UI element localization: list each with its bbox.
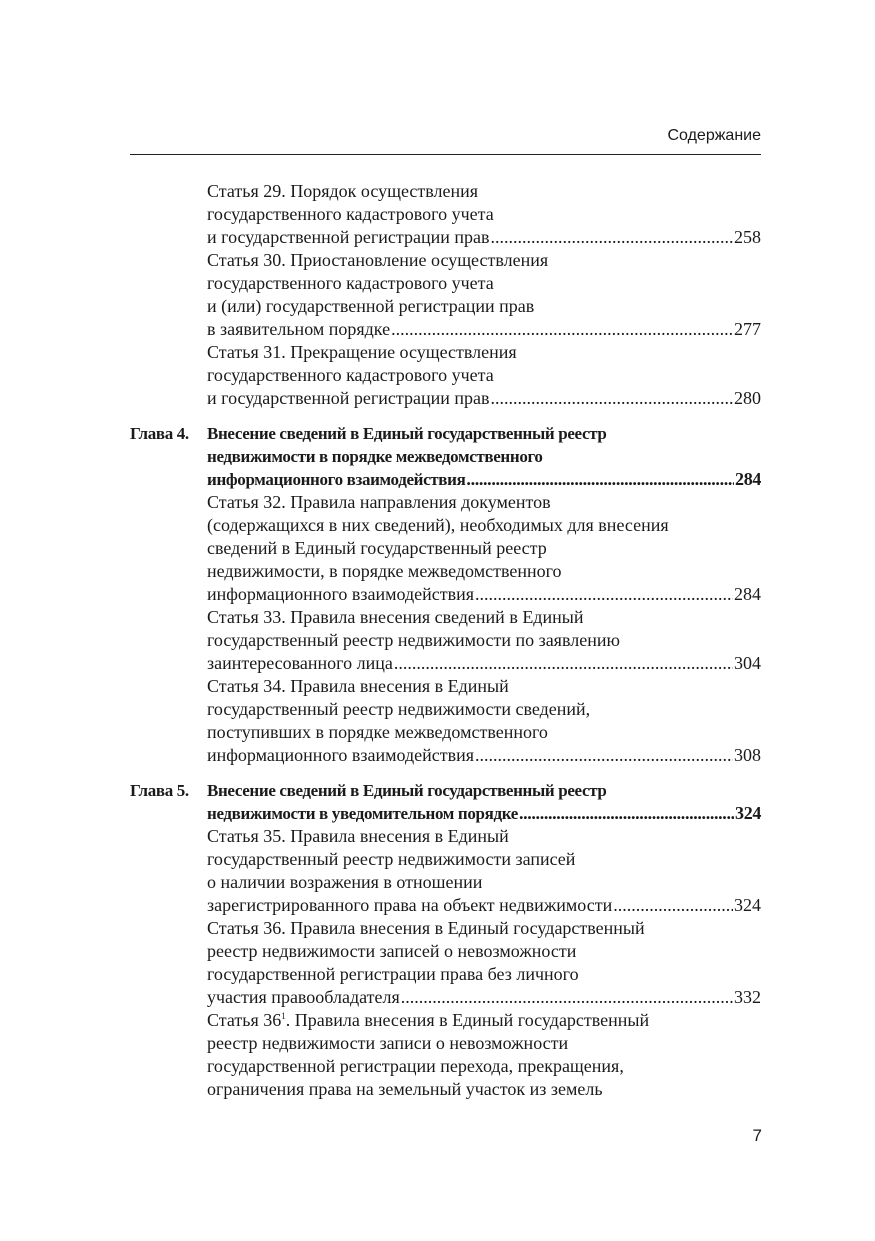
page-ref: 324 bbox=[735, 803, 761, 823]
superscript-index: 1 bbox=[281, 1011, 286, 1021]
page-ref: 280 bbox=[734, 388, 761, 408]
toc-line: и (или) государственной регистрации прав bbox=[207, 296, 535, 316]
chapter-label: Глава 4. bbox=[130, 424, 189, 443]
toc-line: государственного кадастрового учета bbox=[207, 273, 494, 293]
page-ref: 258 bbox=[734, 227, 761, 247]
toc-line: Статья 31. Прекращение осуществления bbox=[207, 342, 517, 362]
toc-entry-art31[interactable]: и государственной регистрации прав ..... 280 bbox=[130, 387, 761, 410]
toc-entry-art30[interactable]: в заявительном порядке ..... 277 bbox=[130, 318, 761, 341]
toc-entry-chapter-4[interactable]: информационного взаимодействия ..... 284 bbox=[130, 468, 761, 491]
page-ref: 304 bbox=[734, 653, 761, 673]
page-ref: 284 bbox=[734, 584, 761, 604]
toc-entry-art36[interactable]: участия правообладателя ..... 332 bbox=[130, 986, 761, 1009]
header-rule bbox=[130, 154, 761, 155]
toc-line: сведений в Единый государственный реестр bbox=[207, 538, 547, 558]
toc-line: реестр недвижимости записи о невозможности bbox=[207, 1033, 569, 1053]
toc-line: Статья 29. Порядок осуществления bbox=[207, 181, 479, 201]
toc-line: Статья 35. Правила внесения в Единый bbox=[207, 826, 509, 846]
toc-line: реестр недвижимости записей о невозможности bbox=[207, 941, 577, 961]
toc-line: государственной регистрации перехода, прекращения, bbox=[207, 1056, 624, 1076]
toc-line: недвижимости, в порядке межведомственного bbox=[207, 561, 562, 581]
toc-entry-art35[interactable]: зарегистрированного права на объект недвижимости ..... 324 bbox=[130, 894, 761, 917]
page-ref: 332 bbox=[734, 987, 761, 1007]
toc-entry-art33[interactable]: заинтересованного лица ..... 304 bbox=[130, 652, 761, 675]
page-ref: 324 bbox=[734, 895, 761, 915]
toc-entry-art29[interactable]: и государственной регистрации прав ..... 258 bbox=[130, 226, 761, 249]
table-of-contents bbox=[130, 180, 761, 1101]
toc-line: недвижимости в порядке межведомственного bbox=[207, 447, 543, 466]
running-head-title: Содержание bbox=[667, 127, 761, 144]
toc-line: государственной регистрации права без личного bbox=[207, 964, 579, 984]
toc-line: государственный реестр недвижимости сведений, bbox=[207, 699, 591, 719]
toc-entry-art34[interactable]: информационного взаимодействия ..... 308 bbox=[130, 744, 761, 767]
toc-line: Статья 33. Правила внесения сведений в Единый bbox=[207, 607, 584, 627]
dot-leader bbox=[491, 226, 733, 249]
page-ref: 308 bbox=[734, 745, 761, 765]
toc-line: ограничения права на земельный участок из земель bbox=[207, 1079, 603, 1099]
toc-line: государственного кадастрового учета bbox=[207, 365, 494, 385]
dot-leader bbox=[391, 318, 733, 341]
chapter-label: Глава 5. bbox=[130, 781, 189, 800]
page-ref: 277 bbox=[734, 319, 761, 339]
page-ref: 284 bbox=[735, 469, 761, 489]
toc-line: государственного кадастрового учета bbox=[207, 204, 494, 224]
page-number: 7 bbox=[752, 1126, 762, 1145]
toc-line: поступивших в порядке межведомственного bbox=[207, 722, 548, 742]
toc-entry-chapter-5[interactable]: недвижимости в уведомительном порядке ..... 324 bbox=[130, 802, 761, 825]
dot-leader bbox=[613, 894, 733, 917]
toc-entry-art32[interactable]: информационного взаимодействия ..... 284 bbox=[130, 583, 761, 606]
toc-line: (содержащихся в них сведений), необходимых для внесения bbox=[207, 515, 669, 535]
toc-chapter-heading: Глава 5. Внесение сведений в Единый государственный реестр bbox=[130, 781, 607, 800]
toc-line: государственный реестр недвижимости записей bbox=[207, 849, 576, 869]
toc-line: о наличии возражения в отношении bbox=[207, 872, 483, 892]
toc-line: Статья 36. Правила внесения в Единый государственный bbox=[207, 918, 645, 938]
toc-line: Статья 32. Правила направления документов bbox=[207, 492, 551, 512]
toc-line: государственный реестр недвижимости по заявлению bbox=[207, 630, 620, 650]
dot-leader bbox=[491, 387, 733, 410]
toc-line: Статья 30. Приостановление осуществления bbox=[207, 250, 549, 270]
dot-leader bbox=[519, 802, 734, 825]
dot-leader bbox=[475, 744, 733, 767]
dot-leader bbox=[466, 468, 734, 491]
dot-leader bbox=[475, 583, 733, 606]
toc-chapter-heading: Глава 4. Внесение сведений в Единый государственный реестр bbox=[130, 424, 607, 443]
dot-leader bbox=[401, 986, 733, 1009]
toc-line: Статья 34. Правила внесения в Единый bbox=[207, 676, 509, 696]
toc-line: Статья $36^1$. Правила внесения в Единый государственный bbox=[207, 1010, 650, 1030]
dot-leader bbox=[394, 652, 733, 675]
